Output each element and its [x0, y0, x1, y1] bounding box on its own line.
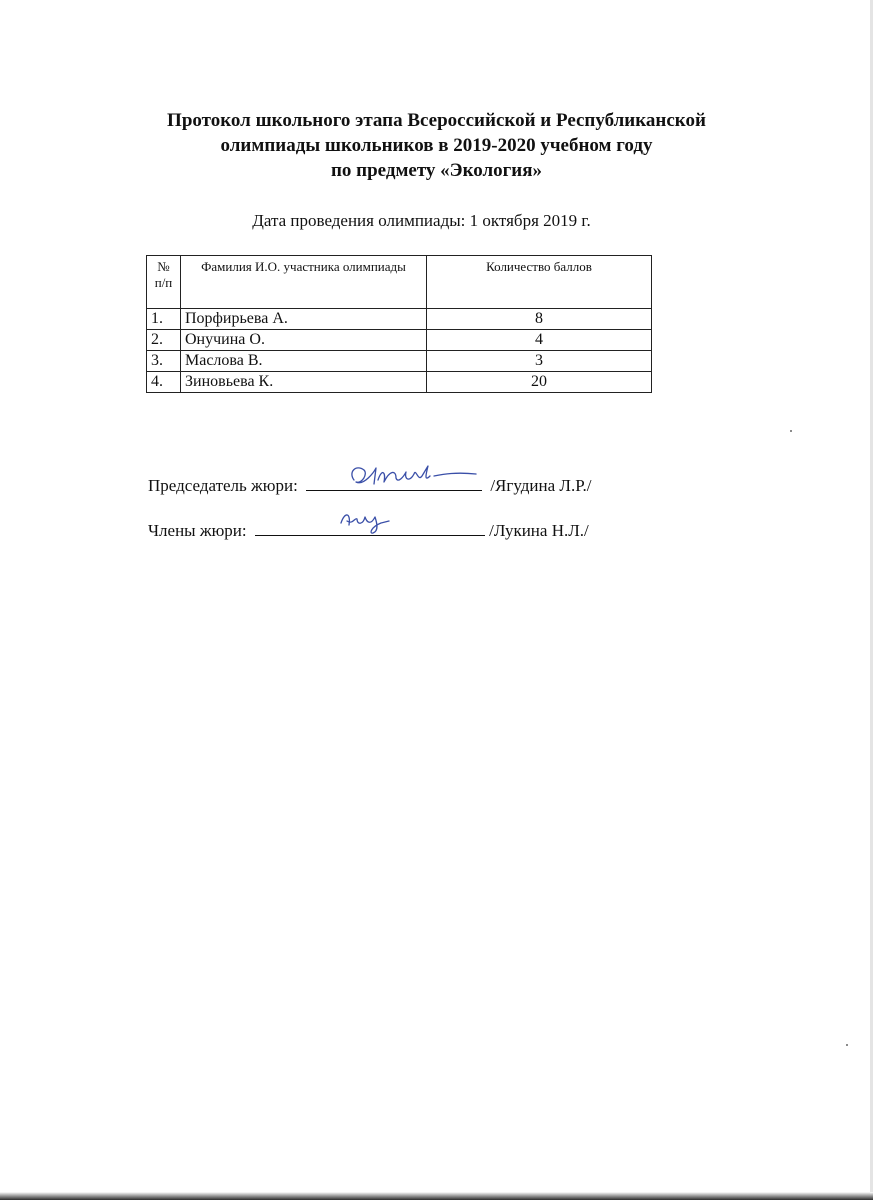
members-signature-line	[255, 517, 485, 536]
cell-score: 3	[427, 351, 652, 372]
chair-name: /Ягудина Л.Р./	[490, 476, 592, 495]
results-table	[146, 255, 652, 393]
table-row	[147, 351, 652, 372]
members-label: Члены жюри:	[148, 521, 247, 540]
title-line-1: Протокол школьного этапа Всероссийской и Республиканской	[167, 110, 706, 131]
table-row	[147, 309, 652, 330]
scan-speck	[846, 1044, 848, 1046]
olympiad-date: Дата проведения олимпиады: 1 октября 2019 г.	[252, 211, 591, 230]
members-name: /Лукина Н.Л./	[489, 521, 589, 540]
cell-name: Маслова В.	[181, 351, 427, 372]
table-row	[147, 372, 652, 393]
chair-label: Председатель жюри:	[148, 476, 298, 495]
member-handwritten-signature	[337, 507, 397, 537]
title-line-2: олимпиады школьников в 2019-2020 учебном году	[220, 135, 653, 156]
cell-num: 2.	[147, 330, 181, 351]
title-line-3: по предмету «Экология»	[330, 160, 543, 181]
cell-num: 4.	[147, 372, 181, 393]
members-signature-row	[148, 517, 589, 542]
cell-num: 1.	[147, 309, 181, 330]
cell-name: Порфирьева А.	[181, 309, 427, 330]
cell-num: 3.	[147, 351, 181, 372]
table-row	[147, 330, 652, 351]
header-score: Количество баллов	[427, 256, 652, 309]
cell-name: Зиновьева К.	[181, 372, 427, 393]
chair-signature-row	[148, 472, 592, 497]
document-title	[0, 108, 873, 183]
cell-score: 4	[427, 330, 652, 351]
scan-edge-bottom	[0, 1192, 873, 1200]
chair-handwritten-signature	[344, 462, 484, 492]
scan-speck	[790, 430, 792, 432]
cell-score: 20	[427, 372, 652, 393]
table-header-row	[147, 256, 652, 309]
cell-score: 8	[427, 309, 652, 330]
header-name: Фамилия И.О. участника олимпиады	[181, 256, 427, 309]
cell-name: Онучина О.	[181, 330, 427, 351]
header-num: № п/п	[147, 256, 181, 309]
chair-signature-line	[306, 472, 482, 491]
